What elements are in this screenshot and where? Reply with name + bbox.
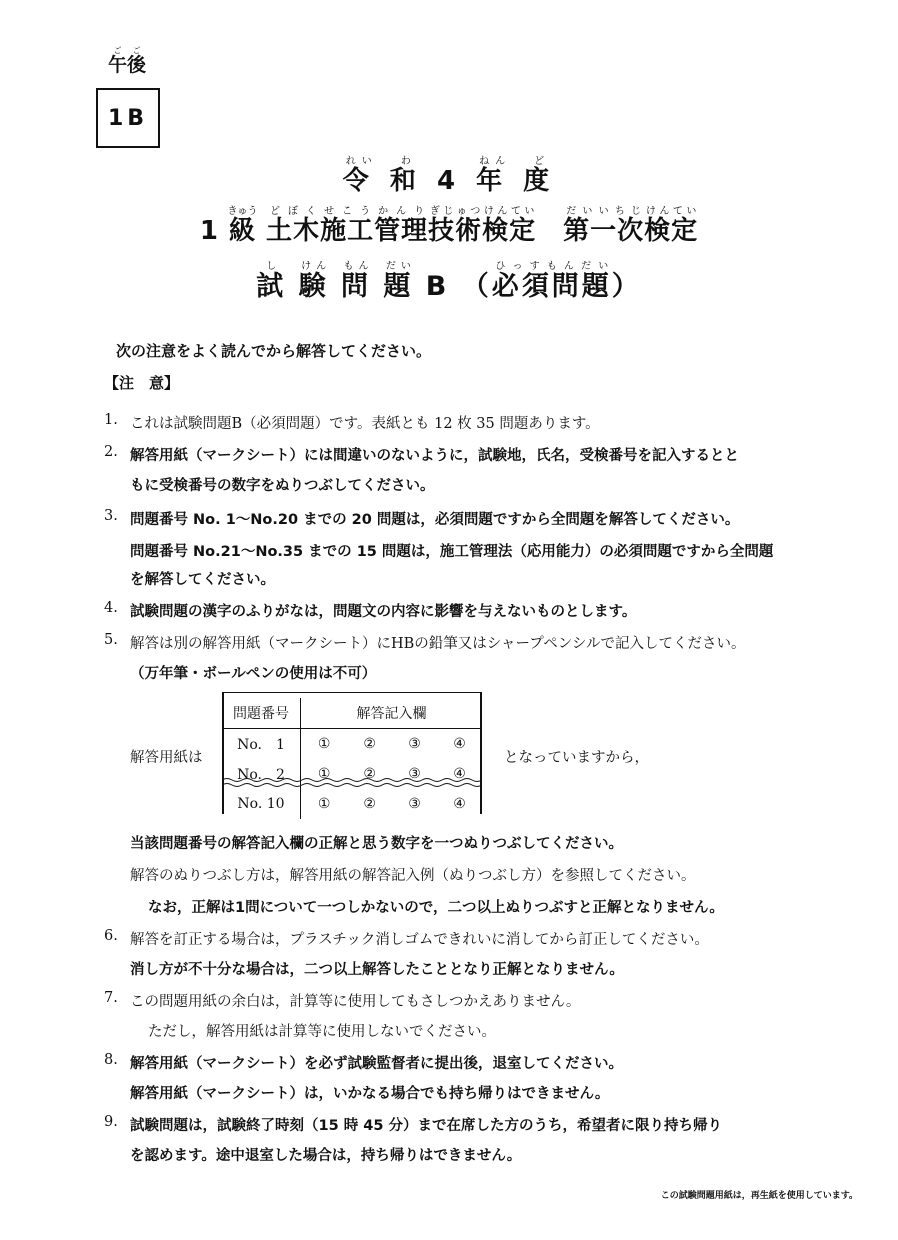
choice-3: ③ — [408, 736, 421, 752]
question-no: No. 1 — [222, 729, 301, 760]
note-line: もに受検番号の数字をぬりつぶしてください。 — [130, 478, 435, 494]
wavy-break-line — [222, 782, 482, 788]
form-code: 1B — [107, 105, 149, 131]
table-row — [222, 729, 482, 760]
note-number: 7. — [104, 990, 118, 1006]
note-line: 解答を訂正する場合は，プラスチック消しゴムできれいに消してから訂正してください。 — [130, 932, 709, 948]
choice-2: ② — [363, 796, 376, 812]
instruction-line: なお，正解は1問について一つしかないので，二つ以上ぬりつぶすと正解となりません。 — [148, 900, 724, 916]
note-line: 解答用紙（マークシート）には間違いのないように，試験地，氏名，受検番号を記入するとと — [130, 448, 739, 464]
question-no: No. 10 — [222, 789, 301, 819]
question-no: No. 2 — [222, 759, 301, 789]
answer-example-table — [222, 698, 482, 819]
exam-year-title: 令れい 和わ 4 年ねん 度ど — [342, 156, 556, 196]
choice-2: ② — [363, 766, 376, 782]
session-label: 午後ごご — [108, 46, 147, 76]
form-code-box — [96, 88, 160, 148]
table-row — [222, 789, 482, 819]
note-number: 5. — [104, 632, 118, 648]
choice-4: ④ — [453, 766, 466, 782]
instruction-line: 当該問題番号の解答記入欄の正解と思う数字を一つぬりつぶしてください。 — [130, 836, 623, 852]
choice-3: ③ — [408, 796, 421, 812]
note-line: 問題番号 No.21〜No.35 までの 15 問題は，施工管理法（応用能力）の必須問題ですから全問題 — [130, 544, 774, 560]
note-line: これは試験問題B（必須問題）です。表紙とも 12 枚 35 問題あります。 — [130, 416, 600, 432]
choice-1: ① — [317, 766, 331, 782]
note-line: （万年筆・ボールペンの使用は不可） — [130, 666, 377, 682]
exam-name-title: 1 級きゅう 土木どぼく施工せこう管理かんり技術ぎじゅつ検定けんてい 第一次だいいちじ検定けんてい — [199, 206, 699, 246]
choice-4: ④ — [453, 736, 466, 752]
intro-text: 次の注意をよく読んでから解答してください。 — [116, 342, 432, 360]
recycled-paper-note: この試験問題用紙は，再生紙を使用しています。 — [660, 1191, 858, 1201]
choice-4: ④ — [453, 796, 466, 812]
note-line: を解答してください。 — [130, 572, 275, 588]
note-number: 2. — [104, 444, 118, 460]
notes-heading: 【注 意】 — [104, 374, 180, 392]
answer-sheet-suffix: となっていますから， — [504, 750, 649, 766]
table-header-row — [222, 698, 482, 729]
note-number: 6. — [104, 928, 118, 944]
choice-1: ① — [317, 736, 331, 752]
choice-1: ① — [317, 796, 331, 812]
note-line: 解答用紙（マークシート）は，いかなる場合でも持ち帰りはできません。 — [130, 1086, 610, 1102]
note-line: ただし，解答用紙は計算等に使用しないでください。 — [148, 1024, 496, 1040]
note-line: 問題番号 No. 1〜No.20 までの 20 問題は，必須問題ですから全問題を解答してください。 — [130, 512, 740, 528]
exam-part-title: 試し 験けん 問もん 題だい B （必須問題ひっすもんだい） — [256, 261, 642, 302]
col-answer-header: 解答記入欄 — [301, 698, 483, 729]
choice-2: ② — [363, 736, 376, 752]
note-number: 8. — [104, 1052, 118, 1068]
note-line: 解答用紙（マークシート）を必ず試験監督者に提出後，退室してください。 — [130, 1056, 623, 1072]
note-line: この問題用紙の余白は，計算等に使用してもさしつかえありません。 — [130, 994, 581, 1010]
note-number: 3. — [104, 508, 118, 524]
note-number: 4. — [104, 600, 118, 616]
note-line: 試験問題は，試験終了時刻（15 時 45 分）まで在席した方のうち，希望者に限り持ち帰り — [130, 1118, 722, 1134]
note-number: 1. — [104, 412, 118, 428]
answer-sheet-label: 解答用紙は — [130, 750, 203, 766]
note-line: 試験問題の漢字のふりがなは，問題文の内容に影響を与えないものとします。 — [130, 604, 637, 620]
note-number: 9. — [104, 1114, 118, 1130]
instruction-line: 解答のぬりつぶし方は，解答用紙の解答記入例（ぬりつぶし方）を参照してください。 — [130, 868, 696, 884]
col-question-header: 問題番号 — [222, 698, 301, 729]
note-line: を認めます。途中退室した場合は，持ち帰りはできません。 — [130, 1148, 522, 1164]
note-line: 消し方が不十分な場合は，二つ以上解答したこととなり正解となりません。 — [130, 962, 624, 978]
note-line: 解答は別の解答用紙（マークシート）にHBの鉛筆又はシャープペンシルで記入してください。 — [130, 636, 746, 652]
choice-3: ③ — [408, 766, 421, 782]
